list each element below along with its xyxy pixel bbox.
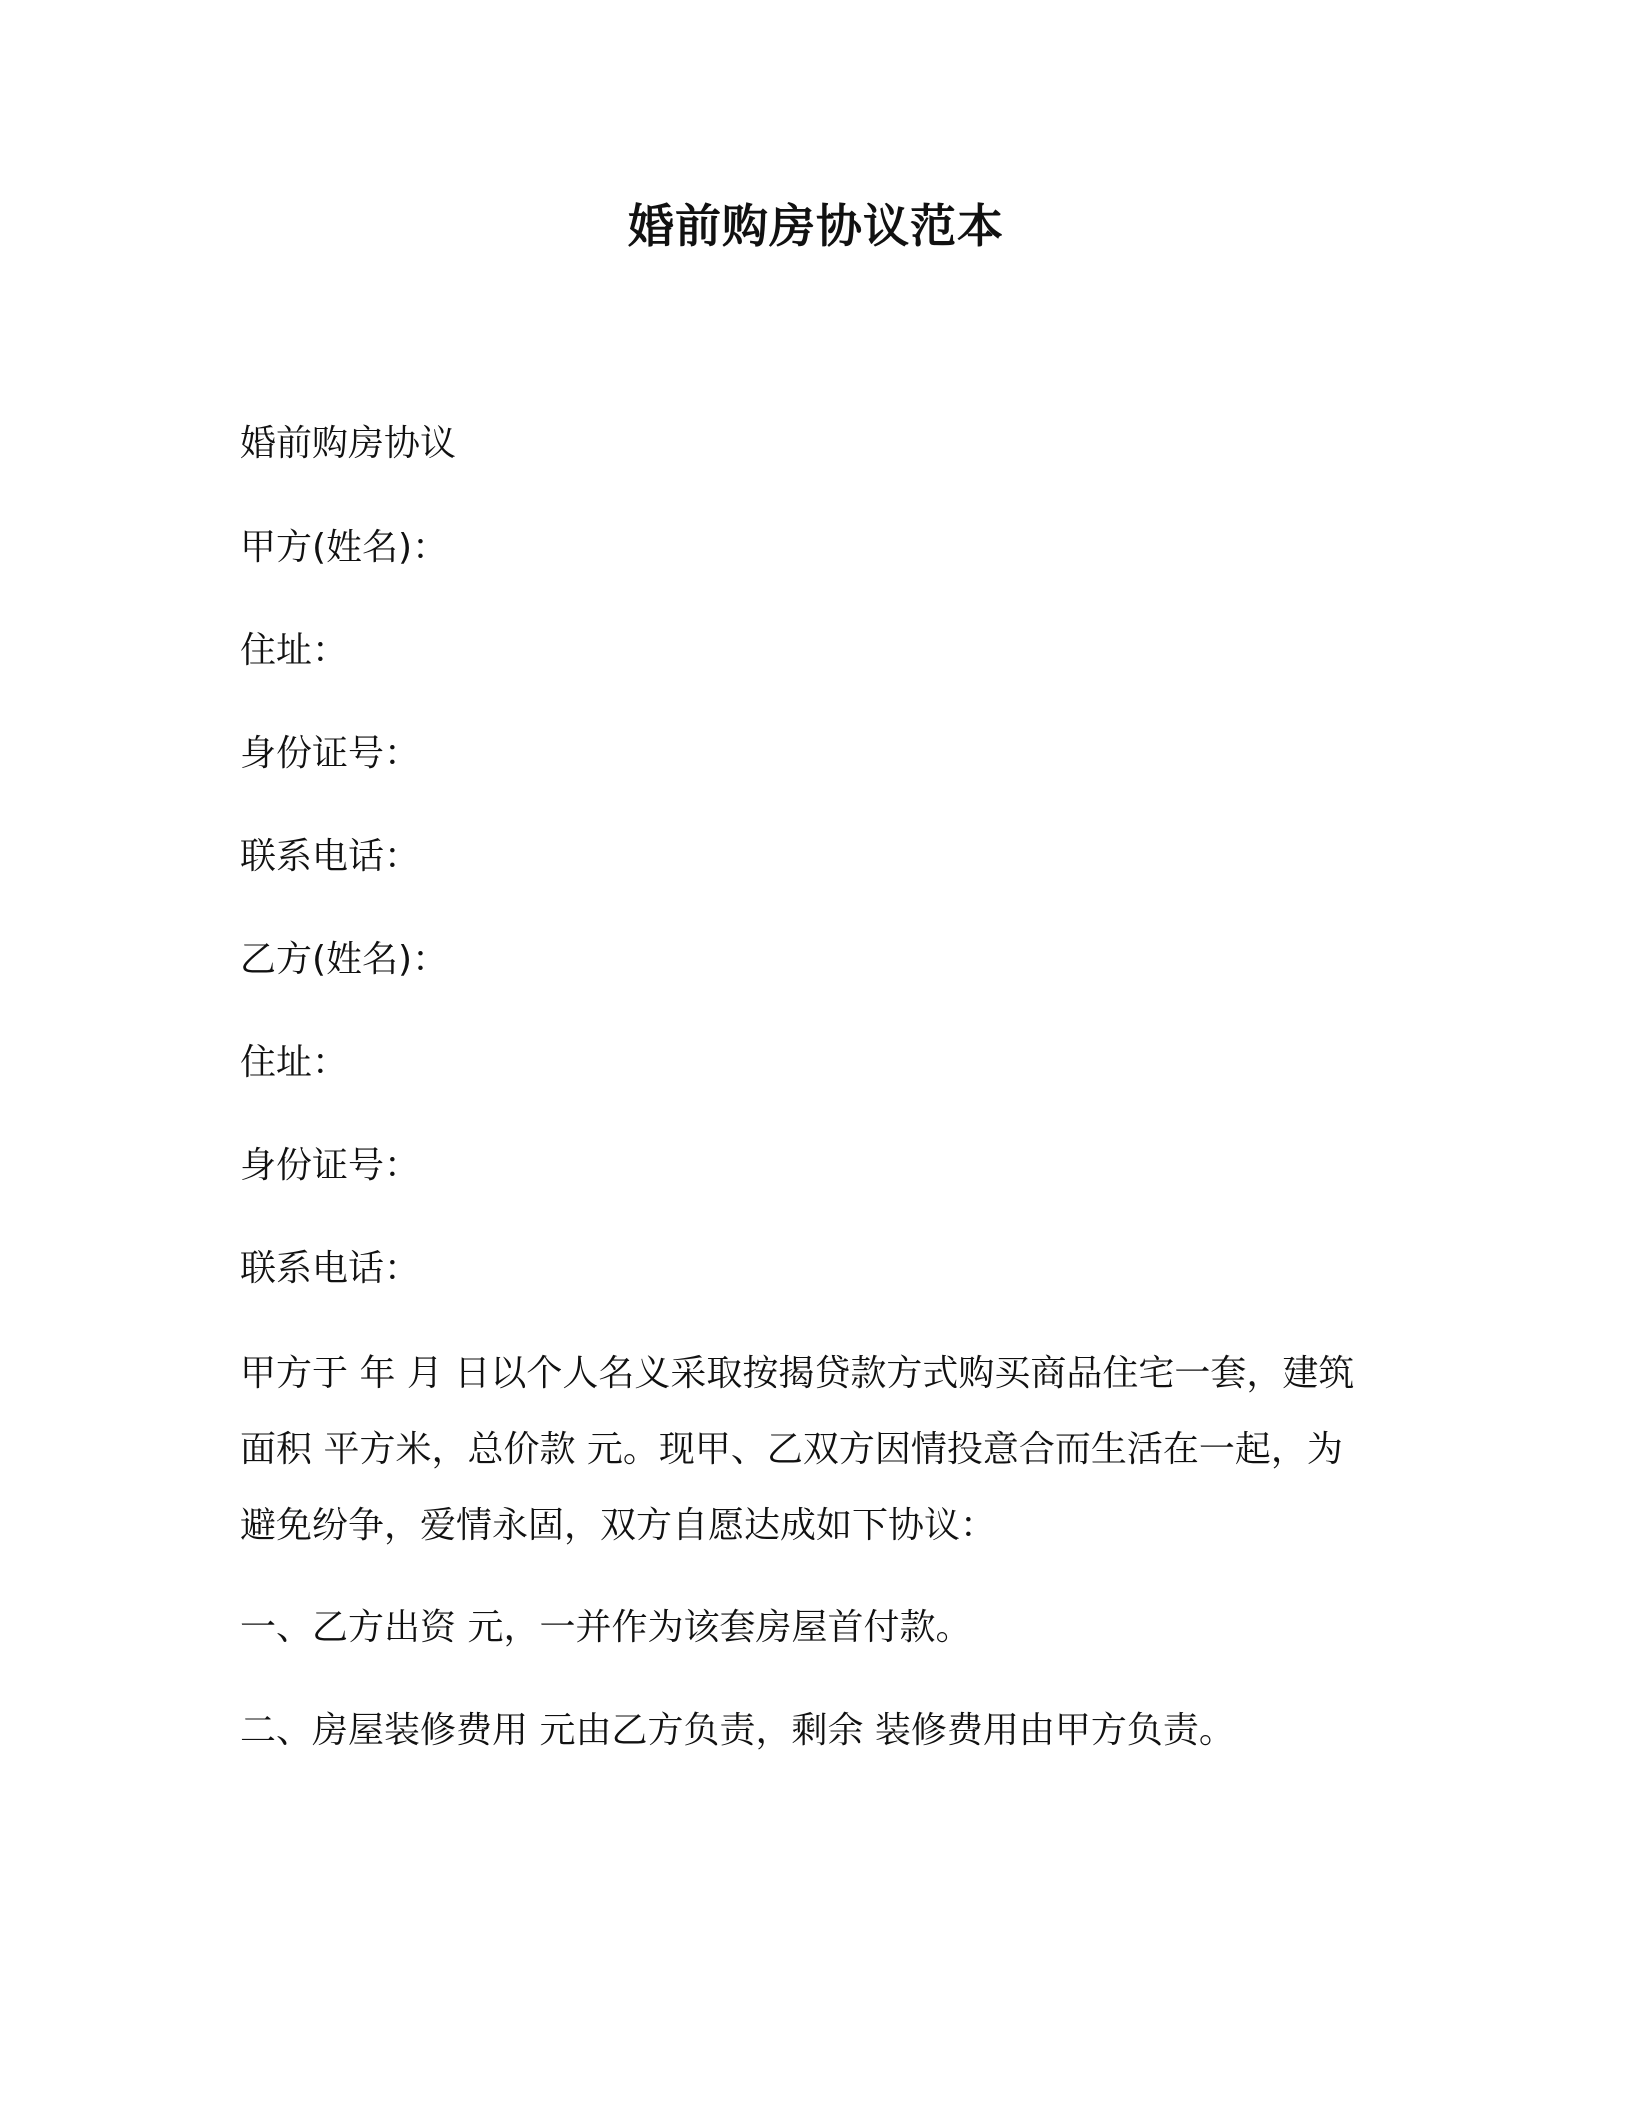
party-b-name-label: 乙方(姓名)： xyxy=(240,939,449,980)
party-a-id-label: 身份证号： xyxy=(240,733,421,774)
intro-line-1: 甲方于 年 月 日以个人名义采取按揭贷款方式购买商品住宅一套，建筑 xyxy=(240,1353,1355,1394)
intro-paragraph xyxy=(240,1336,1400,1564)
intro-line-2: 面积 平方米，总价款 元。现甲、乙双方因情投意合而生活在一起，为 xyxy=(240,1429,1343,1470)
party-a-phone-label: 联系电话： xyxy=(240,836,421,877)
party-b-address-label: 住址： xyxy=(240,1042,349,1083)
clause-1: 一、乙方出资 元，一并作为该套房屋首付款。 xyxy=(240,1607,972,1648)
party-b-id-label: 身份证号： xyxy=(240,1145,421,1186)
party-a-address-label: 住址： xyxy=(240,630,349,671)
clause-2: 二、房屋装修费用 元由乙方负责，剩余 装修费用由甲方负责。 xyxy=(240,1710,1235,1751)
party-b-phone-label: 联系电话： xyxy=(240,1248,421,1289)
party-a-name-label: 甲方(姓名)： xyxy=(240,527,449,568)
intro-line-3: 避免纷争，爱情永固，双方自愿达成如下协议： xyxy=(240,1505,997,1546)
document-title: 婚前购房协议范本 xyxy=(628,199,1004,253)
agreement-subtitle: 婚前购房协议 xyxy=(240,423,457,464)
